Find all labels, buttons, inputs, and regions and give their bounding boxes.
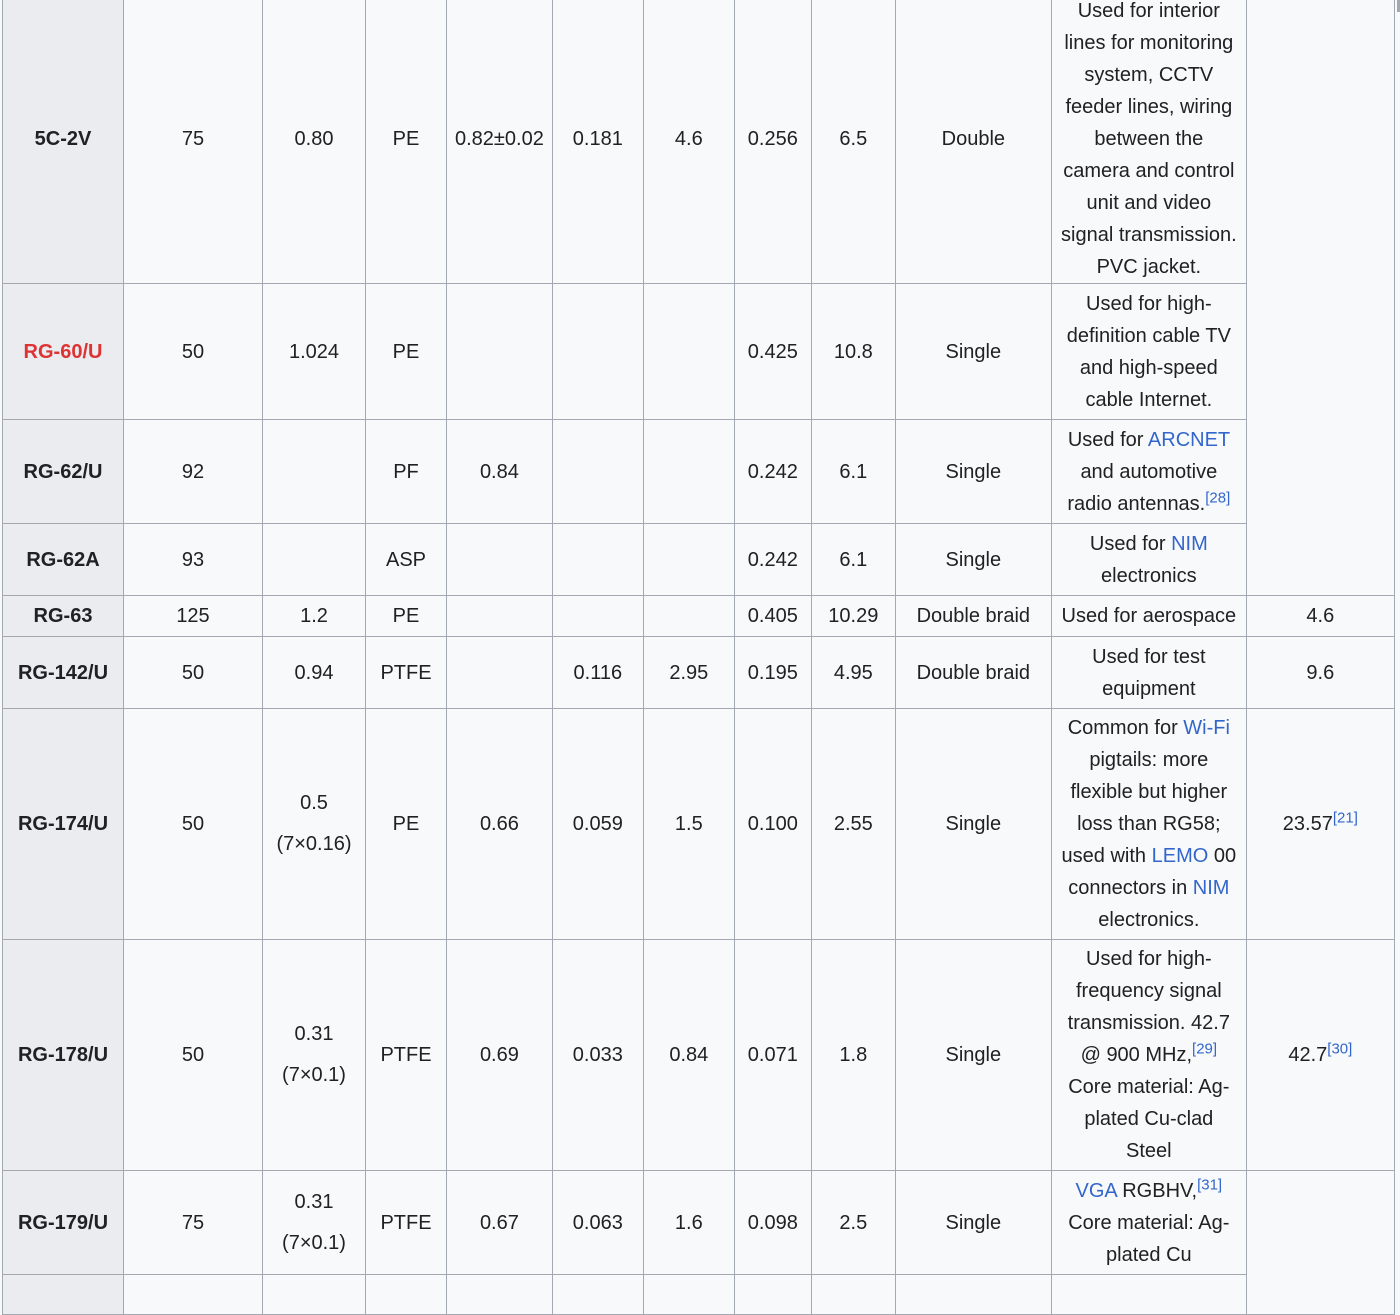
use-text: RGBHV, (1116, 1179, 1198, 1202)
use-notes (1051, 420, 1246, 524)
use-notes (1051, 637, 1246, 709)
outer-diameter-in: 0.195 (734, 637, 811, 709)
use-text: Used for test equipment (1092, 645, 1206, 700)
dielectric-diameter-mm (643, 284, 734, 420)
max-attenuation (1246, 940, 1394, 1171)
dielectric-diameter-mm (643, 524, 734, 596)
shield-type: Single (895, 709, 1051, 940)
velocity-factor (447, 637, 553, 709)
dielectric-type: PTFE (366, 1171, 447, 1275)
velocity-factor: 0.69 (447, 940, 553, 1171)
impedance: 75 (124, 0, 263, 284)
dielectric-diameter-mm: 1.6 (643, 1171, 734, 1275)
use-notes (1051, 0, 1246, 284)
velocity-factor (447, 284, 553, 420)
table-row (3, 1171, 1395, 1275)
use-text: Used for (1067, 428, 1148, 451)
impedance: 50 (124, 940, 263, 1171)
use-notes (1051, 1171, 1246, 1275)
outer-diameter-mm: 4.95 (811, 637, 895, 709)
table-row (3, 637, 1395, 709)
dielectric-type: ASP (366, 524, 447, 596)
use-notes (1051, 524, 1246, 596)
impedance: 93 (124, 524, 263, 596)
wiki-link[interactable]: LEMO (1151, 845, 1209, 867)
reference-link[interactable]: [21] (1332, 809, 1358, 827)
outer-diameter-in: 0.242 (734, 420, 811, 524)
dielectric-type: PE (366, 284, 447, 420)
dielectric-type: PE (366, 709, 447, 940)
max-attenuation: 4.6 (1246, 596, 1394, 637)
reference-link[interactable]: [30] (1327, 1040, 1353, 1058)
use-text: electronics. (1098, 909, 1200, 931)
cable-type[interactable] (3, 284, 124, 420)
cable-type: RG-142/U (3, 637, 124, 709)
velocity-factor: 0.67 (447, 1171, 553, 1275)
dielectric-diameter-mm: 4.6 (643, 0, 734, 284)
table-row (3, 709, 1395, 940)
dielectric-type: PE (366, 596, 447, 637)
cable-type: RG-63 (3, 596, 124, 637)
dielectric-diameter-in (552, 524, 643, 596)
core-diameter: 0.5 (7×0.16) (263, 709, 366, 940)
shield-type: Single (895, 524, 1051, 596)
impedance: 50 (124, 637, 263, 709)
table-row (3, 596, 1395, 637)
shield-type: Single (895, 940, 1051, 1171)
cable-type: 5C-2V (3, 0, 124, 284)
shield-type: Double braid (895, 637, 1051, 709)
core-diameter: 1.024 (263, 284, 366, 420)
max-attenuation (1246, 1171, 1394, 1315)
outer-diameter-in: 0.425 (734, 284, 811, 420)
core-diameter: 0.31 (7×0.1) (263, 1171, 366, 1275)
wiki-link[interactable]: VGA (1075, 1179, 1117, 1202)
outer-diameter-mm: 10.8 (811, 284, 895, 420)
impedance: 50 (124, 284, 263, 420)
dielectric-diameter-in: 0.063 (552, 1171, 643, 1275)
use-text: Used for interior lines for monitoring system, CCTV feeder lines, wiring between the camera and control unit and video signal transmission. PVC jacket. (1061, 0, 1237, 278)
dielectric-diameter-mm: 2.95 (643, 637, 734, 709)
shield-type: Single (895, 284, 1051, 420)
dielectric-diameter-mm (643, 596, 734, 637)
use-text: 00 connectors in (1068, 845, 1237, 899)
max-attenuation: 9.6 (1246, 637, 1394, 709)
use-text: electronics (1101, 564, 1197, 587)
outer-diameter-in: 0.071 (734, 940, 811, 1171)
wiki-link[interactable]: NIM (1192, 877, 1230, 899)
velocity-factor: 0.84 (447, 420, 553, 524)
dielectric-diameter-in (552, 420, 643, 524)
cable-type: RG-62/U (3, 420, 124, 524)
cable-type: RG-174/U (3, 709, 124, 940)
dielectric-diameter-in (552, 596, 643, 637)
use-text: Used for high-definition cable TV and high-speed cable Internet. (1066, 292, 1231, 411)
core-diameter (263, 420, 366, 524)
cable-type: RG-179/U (3, 1171, 124, 1275)
dielectric-diameter-in: 0.033 (552, 940, 643, 1171)
use-text: and automotive radio antennas. (1067, 460, 1218, 515)
wiki-link[interactable]: ARCNET (1147, 428, 1230, 451)
shield-type: Single (895, 1171, 1051, 1275)
dielectric-type: PTFE (366, 637, 447, 709)
shield-type: Double braid (895, 596, 1051, 637)
outer-diameter-mm: 1.8 (811, 940, 895, 1171)
core-diameter: 0.94 (263, 637, 366, 709)
core-diameter: 0.31 (7×0.1) (263, 940, 366, 1171)
use-notes (1051, 940, 1246, 1171)
velocity-factor (447, 524, 553, 596)
shield-type: Double (895, 0, 1051, 284)
use-notes (1051, 709, 1246, 940)
use-notes (1051, 284, 1246, 420)
reference-link[interactable]: [31] (1197, 1175, 1223, 1193)
impedance: 92 (124, 420, 263, 524)
impedance: 125 (124, 596, 263, 637)
dielectric-type: PTFE (366, 940, 447, 1171)
impedance: 50 (124, 709, 263, 940)
cable-type-redlink[interactable]: RG-60/U (23, 340, 103, 363)
core-diameter: 0.80 (263, 0, 366, 284)
reference-link[interactable]: [28] (1205, 488, 1231, 506)
velocity-factor (447, 596, 553, 637)
velocity-factor: 0.82±0.02 (447, 0, 553, 284)
outer-diameter-in: 0.405 (734, 596, 811, 637)
table-row (3, 940, 1395, 1171)
outer-diameter-in: 0.256 (734, 0, 811, 284)
core-diameter (263, 524, 366, 596)
dielectric-type: PF (366, 420, 447, 524)
wiki-link[interactable]: Wi-Fi (1183, 717, 1230, 739)
wiki-link[interactable]: NIM (1171, 532, 1208, 555)
outer-diameter-mm: 6.1 (811, 524, 895, 596)
dielectric-diameter-in: 0.116 (552, 637, 643, 709)
velocity-factor: 0.66 (447, 709, 553, 940)
outer-diameter-mm: 6.5 (811, 0, 895, 284)
outer-diameter-in: 0.098 (734, 1171, 811, 1275)
coax-cable-table (2, 0, 1395, 1315)
outer-diameter-in: 0.100 (734, 709, 811, 940)
use-text: Common for (1067, 717, 1184, 739)
use-text: Core material: Ag-plated Cu-clad Steel (1068, 1076, 1230, 1162)
outer-diameter-mm: 6.1 (811, 420, 895, 524)
dielectric-diameter-mm: 0.84 (643, 940, 734, 1171)
cable-type: RG-62A (3, 524, 124, 596)
table-row (3, 524, 1395, 596)
outer-diameter-in: 0.242 (734, 524, 811, 596)
cable-type: RG-178/U (3, 940, 124, 1171)
reference-link[interactable]: [29] (1192, 1040, 1218, 1058)
dielectric-diameter-in (552, 284, 643, 420)
outer-diameter-mm: 2.5 (811, 1171, 895, 1275)
use-text: pigtails: more flexible but higher loss than RG58; used with (1061, 749, 1228, 867)
table-row (3, 284, 1395, 420)
use-notes (1051, 596, 1246, 637)
table-row (3, 420, 1395, 524)
outer-diameter-mm: 10.29 (811, 596, 895, 637)
dielectric-diameter-mm (643, 420, 734, 524)
outer-diameter-mm: 2.55 (811, 709, 895, 940)
max-attenuation (1246, 709, 1394, 940)
table-row (3, 0, 1395, 284)
use-text: Used for high-frequency signal transmission. 42.7 @ 900 MHz, (1067, 948, 1230, 1066)
dielectric-diameter-mm: 1.5 (643, 709, 734, 940)
shield-type: Single (895, 420, 1051, 524)
dielectric-diameter-in: 0.059 (552, 709, 643, 940)
max-attenuation-value: 42.7 (1288, 1044, 1328, 1066)
core-diameter: 1.2 (263, 596, 366, 637)
max-attenuation-value: 23.57 (1282, 813, 1333, 835)
use-text: Used for (1089, 532, 1172, 555)
use-text: Core material: Ag-plated Cu (1068, 1211, 1230, 1266)
dielectric-type: PE (366, 0, 447, 284)
dielectric-diameter-in: 0.181 (552, 0, 643, 284)
impedance: 75 (124, 1171, 263, 1275)
use-text: Used for aerospace (1061, 605, 1237, 627)
max-attenuation (1246, 0, 1394, 596)
